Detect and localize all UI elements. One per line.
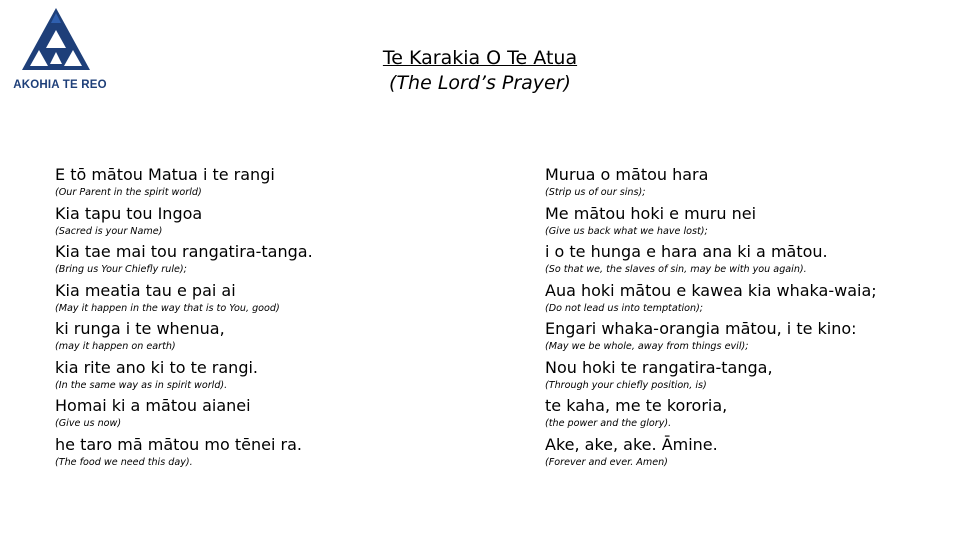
english-translation: (Our Parent in the spirit world) <box>55 187 202 198</box>
maori-text: Aua hoki mātou e kawea kia whaka-waia; <box>545 280 877 300</box>
maori-text: he taro mā mātou mo tēnei ra. <box>55 434 302 454</box>
prayer-line <box>55 434 495 473</box>
maori-text: Kia tae mai tou rangatira-tanga. <box>55 242 313 261</box>
english-translation: (May it happen in the way that is to You, good) <box>55 302 280 314</box>
maori-text: Murua o mātou hara <box>545 165 709 184</box>
prayer-line <box>55 357 495 396</box>
prayer-line <box>545 203 955 242</box>
prayer-line <box>55 203 495 242</box>
english-translation: (Bring us Your Chiefly rule); <box>55 264 187 275</box>
english-translation: (Do not lead us into temptation); <box>545 302 704 314</box>
english-translation: (the power and the glory). <box>545 418 672 429</box>
prayer-line <box>545 280 955 319</box>
prayer-line <box>55 241 495 280</box>
prayer-line <box>55 164 495 203</box>
english-translation: (Sacred is your Name) <box>55 225 163 237</box>
maori-text: Homai ki a mātou aianei <box>55 396 251 415</box>
english-translation: (Through your chiefly position, is) <box>545 379 707 391</box>
maori-text: Kia meatia tau e pai ai <box>55 280 236 300</box>
prayer-line <box>545 164 955 203</box>
maori-text: Me mātou hoki e muru nei <box>545 203 757 223</box>
triangle-logo-icon <box>20 6 92 72</box>
english-translation: (In the same way as in spirit world). <box>55 379 228 391</box>
logo-text: AKOHIA TE REO <box>13 79 107 91</box>
prayer-line <box>545 241 955 280</box>
english-translation: (Give us back what we have lost); <box>545 225 708 237</box>
maori-text: i o te hunga e hara ana ki a mātou. <box>545 242 828 261</box>
maori-text: E tō mātou Matua i te rangi <box>55 165 275 184</box>
maori-text: Nou hoki te rangatira-tanga, <box>545 357 773 377</box>
title-block <box>330 46 630 96</box>
maori-text: te kaha, me te kororia, <box>545 396 728 415</box>
prayer-line <box>545 357 955 396</box>
brand-logo <box>8 6 107 94</box>
prayer-line <box>55 395 495 434</box>
page-title: Te Karakia O Te Atua <box>382 47 578 69</box>
maori-text: Ake, ake, ake. Āmine. <box>545 434 718 454</box>
maori-text: Kia tapu tou Ingoa <box>55 203 203 223</box>
prayer-line <box>545 318 955 357</box>
maori-text: ki runga i te whenua, <box>55 319 225 338</box>
prayer-line <box>55 280 495 319</box>
prayer-line <box>545 395 955 434</box>
prayer-line <box>55 318 495 357</box>
maori-text: kia rite ano ki to te rangi. <box>55 357 259 377</box>
right-column <box>545 164 955 472</box>
left-column <box>55 164 495 472</box>
maori-text: Engari whaka-orangia mātou, i te kino: <box>545 319 857 338</box>
english-translation: (The food we need this day). <box>55 456 193 468</box>
english-translation: (May we be whole, away from things evil); <box>545 341 749 352</box>
page-subtitle: (The Lord’s Prayer) <box>389 72 571 94</box>
english-translation: (may it happen on earth) <box>55 341 176 352</box>
english-translation: (Forever and ever. Amen) <box>545 456 668 468</box>
english-translation: (Give us now) <box>55 418 122 429</box>
english-translation: (Strip us of our sins); <box>545 187 646 198</box>
prayer-line <box>545 434 955 473</box>
english-translation: (So that we, the slaves of sin, may be with you again). <box>545 264 807 275</box>
